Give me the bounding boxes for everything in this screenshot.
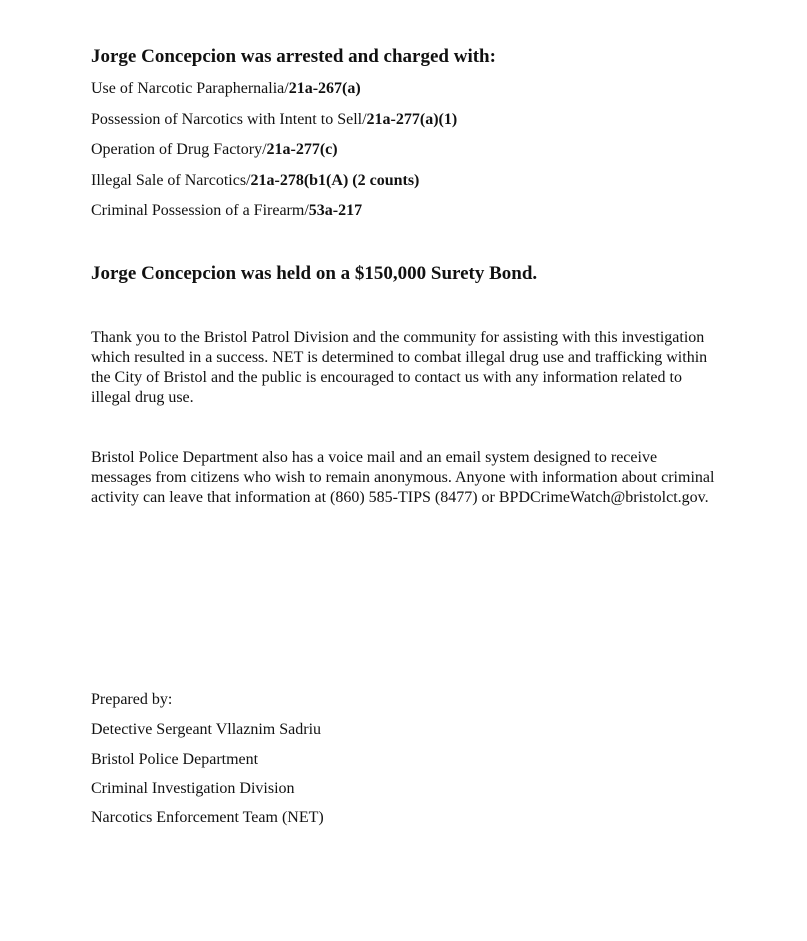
charge-item bbox=[91, 202, 362, 220]
preparer-name: Detective Sergeant Vllaznim Sadriu bbox=[91, 721, 322, 738]
charge-statute: 21a-277(a)(1) bbox=[366, 111, 458, 128]
contact-paragraph: Bristol Police Department also has a voice mail and an email system designed to receive messages from citizens who wish to remain anonymous. Anyone with information about criminal activity can leave that information at (860) 585-TIPS (8477) or BPDCrimeWatch@bristolct.gov. bbox=[91, 449, 715, 506]
charge-text: Use of Narcotic Paraphernalia/ bbox=[91, 80, 289, 97]
charge-text: Possession of Narcotics with Intent to Sell/ bbox=[91, 111, 367, 128]
preparer-division: Criminal Investigation Division bbox=[91, 780, 295, 797]
charge-item bbox=[91, 80, 361, 98]
charge-text: Operation of Drug Factory/ bbox=[91, 141, 267, 158]
preparer-department: Bristol Police Department bbox=[91, 751, 259, 768]
charge-item bbox=[91, 111, 457, 129]
charge-statute: 21a-267(a) bbox=[288, 80, 361, 97]
bond-heading: Jorge Concepcion was held on a $150,000 Surety Bond. bbox=[91, 263, 538, 284]
charge-item bbox=[91, 141, 338, 159]
charge-item bbox=[91, 172, 419, 190]
preparer-team: Narcotics Enforcement Team (NET) bbox=[91, 809, 324, 826]
prepared-by-label: Prepared by: bbox=[91, 691, 173, 708]
thanks-paragraph: Thank you to the Bristol Patrol Division and the community for assisting with this investigation which resulted in a success. NET is determined to combat illegal drug use and trafficking within the City of Bristol and the public is encouraged to contact us with any information related to illegal drug use. bbox=[91, 329, 708, 406]
charge-statute: 21a-278(b1(A) (2 counts) bbox=[250, 172, 420, 189]
charge-statute: 53a-217 bbox=[308, 202, 363, 219]
charge-text: Criminal Possession of a Firearm/ bbox=[91, 202, 309, 219]
charge-text: Illegal Sale of Narcotics/ bbox=[91, 172, 251, 189]
charges-heading: Jorge Concepcion was arrested and charged with: bbox=[91, 46, 496, 67]
charge-statute: 21a-277(c) bbox=[266, 141, 338, 158]
